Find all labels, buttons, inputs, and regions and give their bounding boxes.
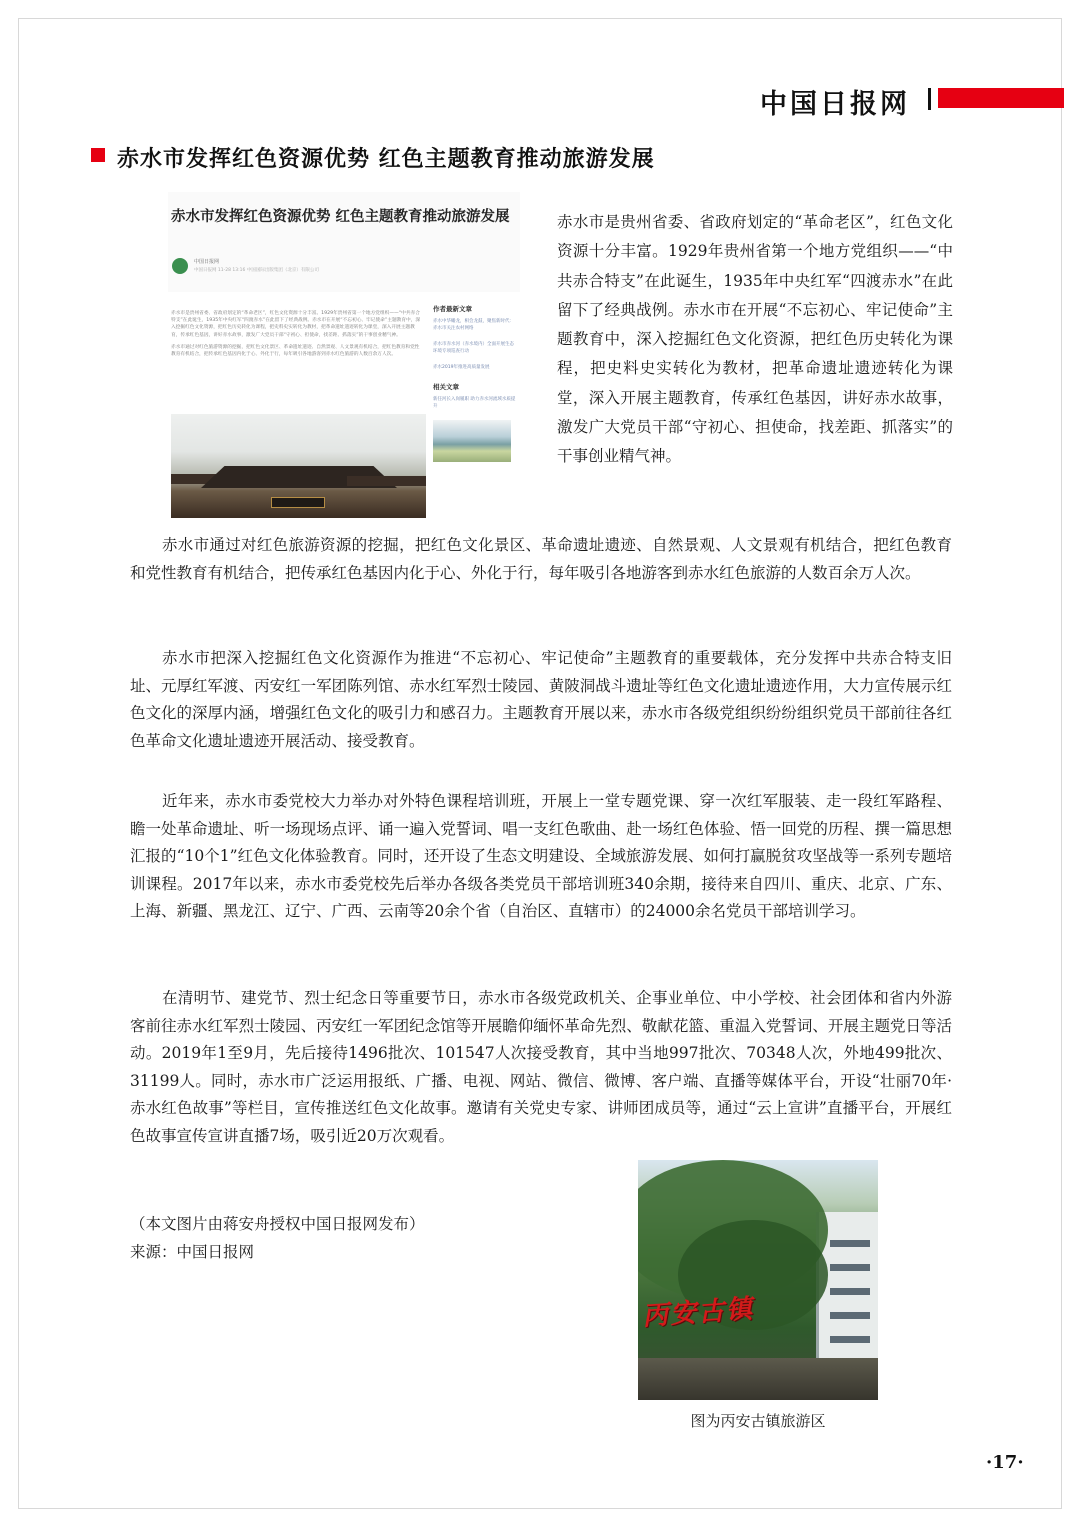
building-window [830,1264,870,1271]
sidebar-heading-latest: 作者最新文章 [433,305,472,313]
body-paragraph: 近年来，赤水市委党校大力举办对外特色课程培训班，开展上一堂专题党课、穿一次红军服装、走一段红军路程、瞻一处革命遗址、听一场现场点评、诵一遍入党誓词、唱一支红色歌曲、赴一场红色体验、悟一回党的历程、撰一篇思想汇报的“10个1”红色文化体验教育。同时，还开设了生态文明建设、全域旅游发展、如何打赢脱贫攻坚战等一系列专题培训课程。2017年以来，赤水市委党校先后举办各级各类党员干部培训班340余期，接待来自四川、重庆、北京、广东、上海、新疆、黑龙江、辽宁、广西、云南等20余个省（自治区、直辖市）的24000余名党员干部培训学习。 [130,792,952,921]
article-screenshot [168,192,520,518]
source-avatar-icon [172,258,188,274]
gate-plaque [271,497,325,508]
sidebar-related-link: 新任河长入岗履职 助力赤水河流域水质提升 [433,396,516,409]
sidebar-heading-related: 相关文章 [433,382,459,391]
roof-eave-right [347,476,426,486]
intro-paragraph: 赤水市是贵州省委、省政府划定的“革命老区”，红色文化资源十分丰富。1929年贵州省第一个地方党组织——“中共赤合特支”在此诞生，1935年中央红军“四渡赤水”在此留下了经典战例。赤水市在开展“不忘初心、牢记使命”主题教育中，深入挖掘红色文化资源，把红色历史转化为课程，把史料史实转化为教材，把革命遗址遗迹转化为课堂，深入开展主题教育，传承红色基因，讲好赤水故事，激发广大党员干部“守初心、担使命，找差距、抓落实”的干事创业精气神。 [557,213,953,466]
body-paragraph: 在清明节、建党节、烈士纪念日等重要节日，赤水市各级党政机关、企事业单位、中小学校、社会团体和省内外游客前往赤水红军烈士陵园、丙安红一军团纪念馆等开展瞻仰缅怀革命先烈、敬献花篮、重温入党誓词、开展主题党日等活动。2019年1至9月，先后接待1496批次、101547人次接受教育，其中当地997批次、70348人次，外地499批次、31199人。同时，赤水市广泛运用报纸、广播、电视、网站、微信、微博、客户端、直播等媒体平台，开设“壮丽70年·赤水红色故事”等栏目，宣传推送红色文化故事。邀请有关党史专家、讲师团成员等，通过“云上宣讲”直播平台，开展红色故事宣传宣讲直播7场，吸引近20万次观看。 [130,989,952,1145]
screenshot-header [168,192,520,292]
article-source: 来源：中国日报网 [130,1243,255,1261]
sidebar-link: 赤水2019年推进高质量发展 [433,365,490,371]
building-window [830,1312,870,1319]
building-window [830,1336,870,1343]
building-window [830,1240,870,1247]
building-window [830,1288,870,1295]
body-paragraph: 赤水市通过对红色旅游资源的挖掘，把红色文化景区、革命遗址遗迹、自然景观、人文景观有机结合，把红色教育和党性教育有机结合，把传承红色基因内化于心、外化于行，每年吸引各地游客到赤水红色旅游的人数百余万人次。 [130,536,952,582]
screenshot-photo-gate [171,414,426,518]
sidebar-thumbnail [433,420,511,462]
screenshot-body [171,310,423,363]
article-title: 赤水市发挥红色资源优势 红色主题教育推动旅游发展 [117,146,655,172]
screenshot-title: 赤水市发挥红色资源优势 红色主题教育推动旅游发展 [171,209,510,225]
masthead: 中国日报网 [760,89,910,120]
masthead-separator [928,88,931,110]
photo-caption: 图为丙安古镇旅游区 [690,1412,826,1430]
sidebar-link: 赤水中华蟠龙，相会龙鼓，聚焦新时代：赤水市关注农村网络 [433,319,514,331]
title-marker-square [91,148,105,162]
screenshot-meta: 中国日报网 11-28 13:16 中国国际出版集团（北京）有限公司 [194,268,319,273]
bingan-town-photo [638,1160,878,1400]
screenshot-sidebar [433,304,518,462]
town-sign: 丙安古镇 [641,1294,756,1332]
page-number: ·17· [986,1452,1024,1473]
sidebar-link: 赤水市赤水河（赤水境内）全面开展生态环境专项巡查行动 [433,342,514,354]
screenshot-source-name: 中国日报网 [194,259,220,265]
body-paragraph: 赤水市把深入挖掘红色文化资源作为推进“不忘初心、牢记使命”主题教育的重要载体，充分发挥中共赤合特支旧址、元厚红军渡、丙安红一军团陈列馆、赤水红军烈士陵园、黄陂洞战斗遗址等红色文化遗址遗迹作用，大力宣传展示红色文化的深厚内涵，增强红色文化的吸引力和感召力。主题教育开展以来，赤水市各级党组织纷纷组织党员干部前往各红色革命文化遗址遗迹开展活动、接受教育。 [130,649,952,750]
screenshot-paragraph: 赤水市是贵州省委、省政府划定的“革命老区”，红色文化资源十分丰富。1929年贵州省第一个地方党组织——“中共赤合特支”在此诞生，1935年中央红军“四渡赤水”在此留下了经典战例。赤水市在开展“不忘初心、牢记使命”主题教育中，深入挖掘红色文化资源，把红色历史转化为课程，把史料史实转化为教材，把革命遗址遗迹转化为课堂，深入开展主题教育，传承红色基因，讲好赤水故事，激发广大党员干部“守初心、担使命，找差距、抓落实”的干事创业精气神。 [171,311,421,338]
rock-base [638,1358,878,1400]
photo-credit: （本文图片由蒋安舟授权中国日报网发布） [130,1215,425,1233]
screenshot-paragraph: 赤水市通过对红色旅游资源的挖掘，把红色文化景区、革命遗址遗迹、自然景观、人文景观有机结合，把红色教育和党性教育有机结合，把传承红色基因内化于心、外化于行，每年吸引各地游客到赤水红色旅游的人数百余万人次。 [171,344,420,358]
masthead-red-bar [938,88,1064,108]
